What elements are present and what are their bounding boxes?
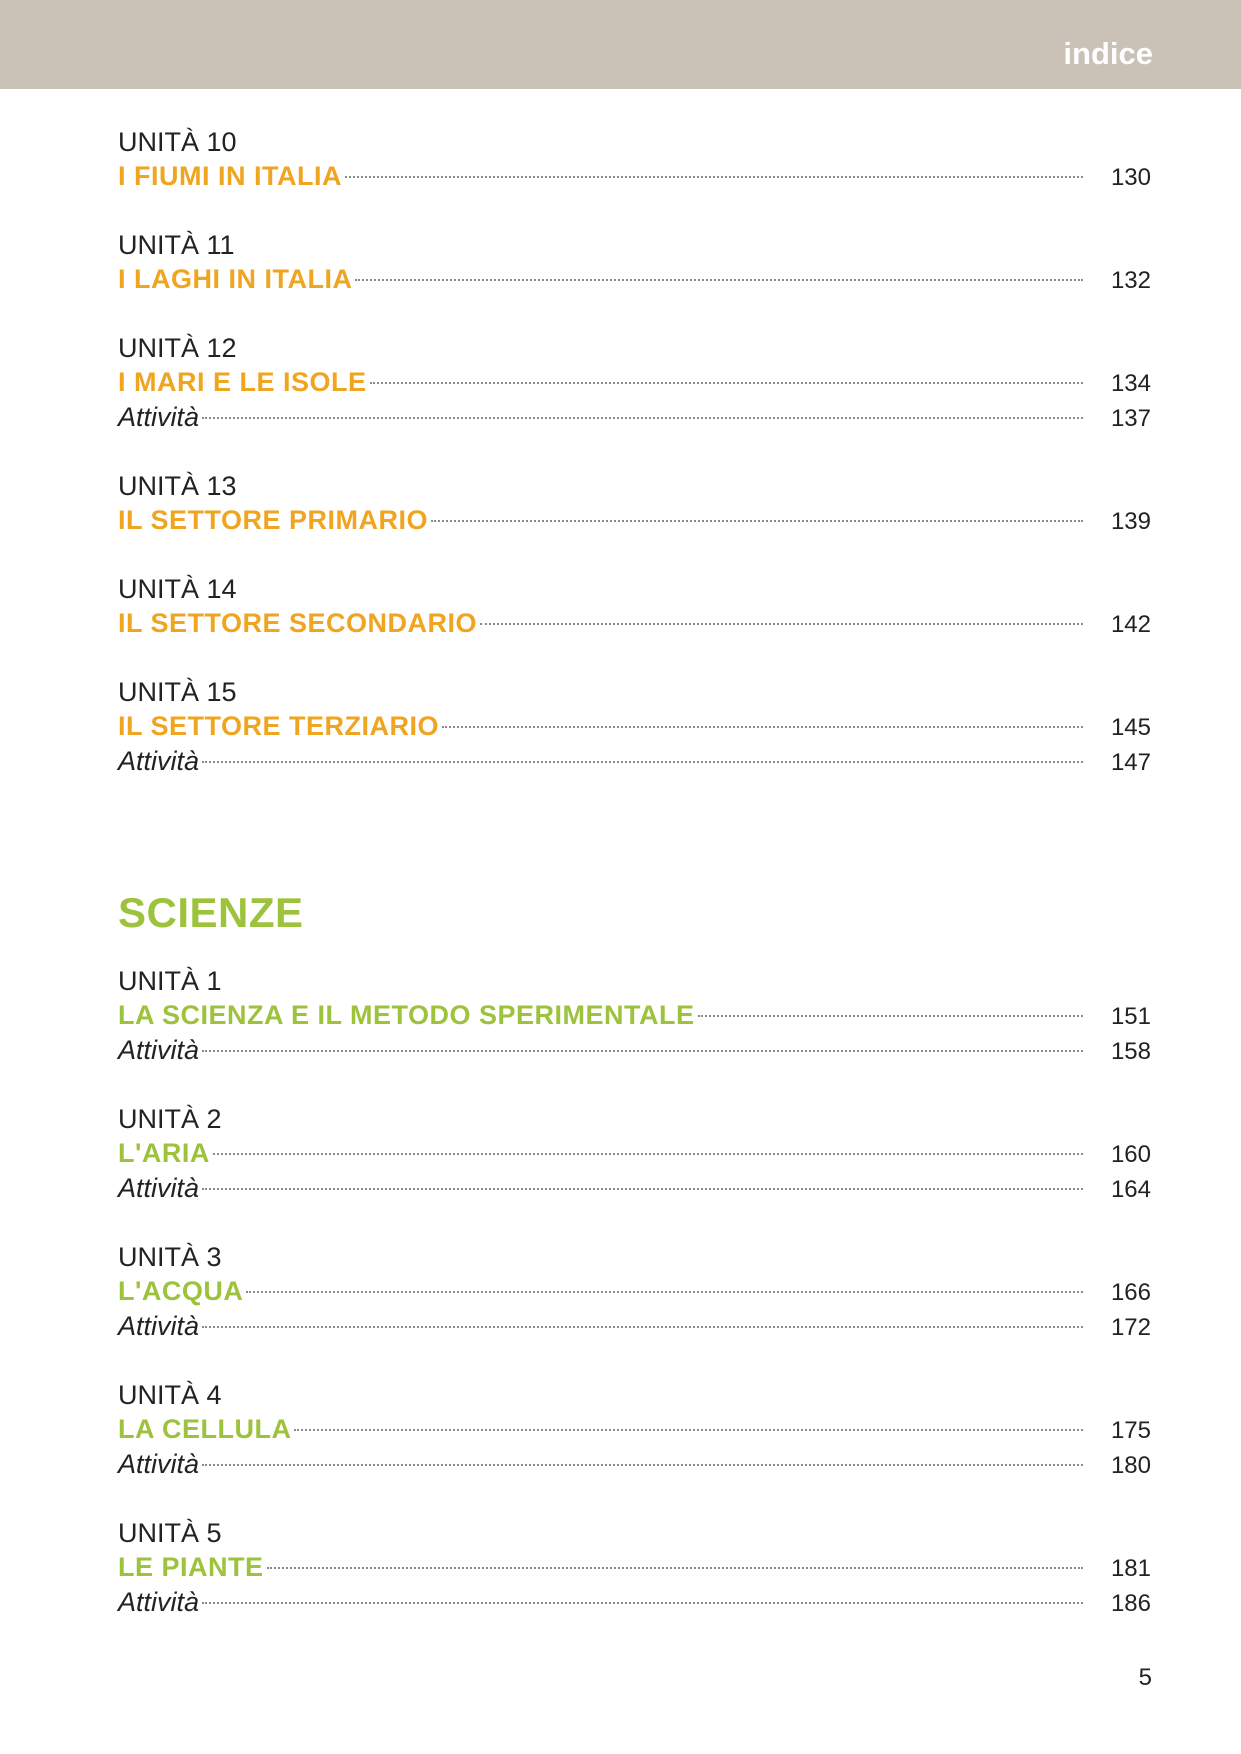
toc-entry[interactable] [118,1171,1151,1206]
toc-entry[interactable] [118,503,1151,538]
dot-leader [345,175,1083,178]
toc-entry[interactable] [118,998,1151,1033]
dot-leader [480,622,1083,625]
toc-entry[interactable] [118,1447,1151,1482]
toc-entry[interactable] [118,400,1151,435]
section-title-scienze: SCIENZE [118,889,304,936]
toc-entry[interactable] [118,606,1151,641]
scienze-section [118,966,1151,1620]
unit-label: UNITÀ 13 [118,471,237,501]
entry-title: IL SETTORE TERZIARIO [118,711,440,741]
entry-page-number: 186 [1110,1590,1151,1617]
entry-title: IL SETTORE PRIMARIO [118,505,429,535]
activity-title: Attività [118,402,200,432]
toc-unit [118,574,1151,641]
toc-entry[interactable] [118,1033,1151,1068]
toc-entry[interactable] [118,1550,1151,1585]
toc-unit [118,966,1151,1068]
toc-unit [118,1518,1151,1620]
dot-leader [202,1325,1083,1328]
unit-label: UNITÀ 11 [118,230,235,260]
toc-entry[interactable] [118,1309,1151,1344]
entry-title: LE PIANTE [118,1552,264,1582]
entry-title: L'ACQUA [118,1276,244,1306]
entry-page-number: 158 [1110,1038,1151,1065]
dot-leader [202,1049,1083,1052]
dot-leader [213,1152,1083,1155]
toc-entry[interactable] [118,1274,1151,1309]
geografia-section [118,127,1151,779]
toc-entry[interactable] [118,744,1151,779]
unit-label: UNITÀ 10 [118,127,237,157]
entry-page-number: 142 [1110,611,1151,638]
activity-title: Attività [118,1035,200,1065]
dot-leader [431,519,1083,522]
entry-page-number: 160 [1110,1141,1151,1168]
entry-title: I FIUMI IN ITALIA [118,161,342,191]
entry-page-number: 151 [1110,1003,1151,1030]
toc-unit [118,471,1151,538]
activity-title: Attività [118,1173,200,1203]
toc-unit [118,1242,1151,1344]
entry-page-number: 164 [1110,1176,1151,1203]
entry-title: LA SCIENZA E IL METODO SPERIMENTALE [118,1000,695,1030]
header-band [0,0,1241,89]
entry-page-number: 180 [1110,1452,1151,1479]
toc-entry[interactable] [118,365,1151,400]
entry-page-number: 139 [1110,508,1151,535]
page-number: 5 [1138,1664,1152,1691]
dot-leader [355,278,1083,281]
toc-entry[interactable] [118,1136,1151,1171]
unit-label: UNITÀ 1 [118,966,222,996]
entry-page-number: 175 [1110,1417,1151,1444]
dot-leader [202,760,1083,763]
header-title: indice [1063,36,1153,71]
entry-title: L'ARIA [118,1138,210,1168]
entry-title: LA CELLULA [118,1414,292,1444]
toc-unit [118,1380,1151,1482]
dot-leader [267,1566,1083,1569]
dot-leader [294,1428,1083,1431]
entry-page-number: 132 [1110,267,1151,294]
activity-title: Attività [118,746,200,776]
activity-title: Attività [118,1311,200,1341]
toc-entry[interactable] [118,1585,1151,1620]
unit-label: UNITÀ 12 [118,333,237,363]
toc-entry[interactable] [118,159,1151,194]
toc-unit [118,230,1151,297]
dot-leader [370,381,1083,384]
toc-entry[interactable] [118,262,1151,297]
activity-title: Attività [118,1587,200,1617]
entry-page-number: 166 [1110,1279,1151,1306]
dot-leader [442,725,1083,728]
entry-title: IL SETTORE SECONDARIO [118,608,478,638]
unit-label: UNITÀ 4 [118,1380,222,1410]
dot-leader [246,1290,1083,1293]
entry-page-number: 172 [1110,1314,1151,1341]
entry-page-number: 134 [1110,370,1151,397]
unit-label: UNITÀ 3 [118,1242,222,1272]
entry-page-number: 145 [1110,714,1151,741]
table-of-contents [118,127,1151,1656]
dot-leader [202,1601,1083,1604]
unit-label: UNITÀ 2 [118,1104,222,1134]
unit-label: UNITÀ 5 [118,1518,222,1548]
dot-leader [698,1014,1083,1017]
toc-unit [118,1104,1151,1206]
unit-label: UNITÀ 14 [118,574,237,604]
toc-unit [118,333,1151,435]
activity-title: Attività [118,1449,200,1479]
entry-page-number: 130 [1110,164,1151,191]
toc-entry[interactable] [118,1412,1151,1447]
entry-page-number: 181 [1110,1555,1151,1582]
entry-page-number: 137 [1110,405,1151,432]
entry-title: I MARI E LE ISOLE [118,367,367,397]
dot-leader [202,416,1083,419]
toc-entry[interactable] [118,709,1151,744]
entry-title: I LAGHI IN ITALIA [118,264,353,294]
dot-leader [202,1463,1083,1466]
entry-page-number: 147 [1110,749,1151,776]
toc-unit [118,127,1151,194]
toc-unit [118,677,1151,779]
unit-label: UNITÀ 15 [118,677,237,707]
dot-leader [202,1187,1083,1190]
